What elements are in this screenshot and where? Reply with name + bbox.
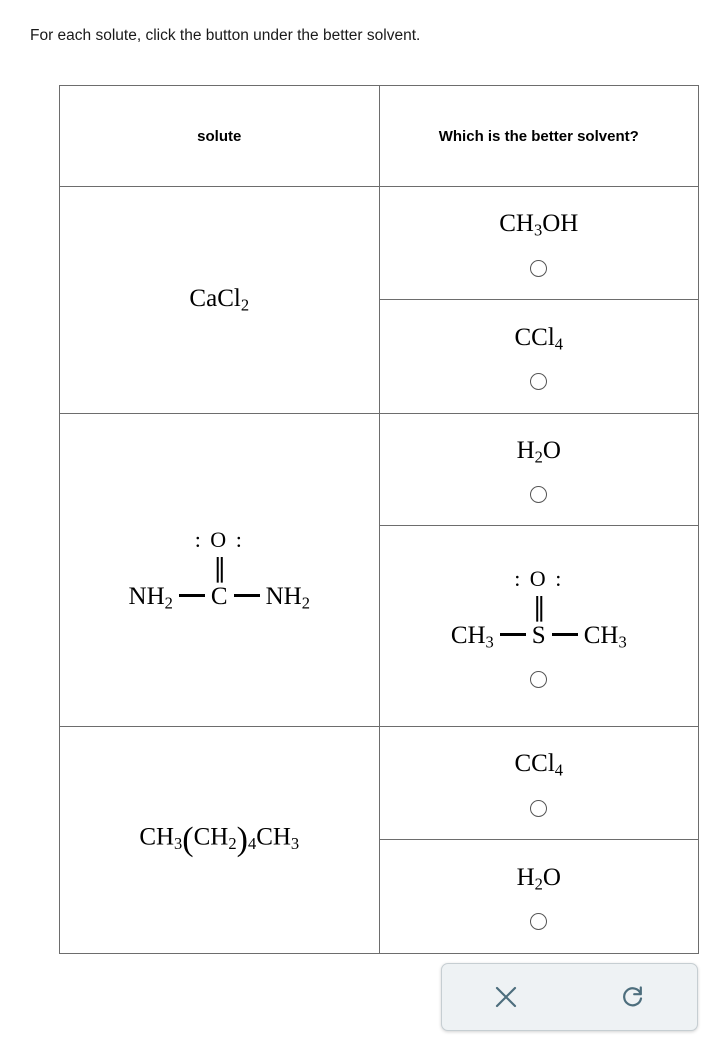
table-row — [60, 414, 698, 727]
radio-button-1a[interactable] — [530, 260, 547, 277]
solvent-option-1b[interactable] — [380, 300, 699, 413]
solvent-option-1a[interactable] — [380, 187, 699, 300]
oxygen-atom-label: : O : — [514, 565, 564, 591]
solvent-option-2a[interactable] — [380, 414, 699, 526]
solute-cell-1 — [60, 187, 380, 413]
solute-cell-2 — [60, 414, 380, 726]
table-row — [60, 187, 698, 414]
solvent-option-3b[interactable] — [380, 840, 699, 953]
radio-button-1b[interactable] — [530, 373, 547, 390]
bond-dash-icon — [179, 594, 205, 597]
double-bond-icon: ∥ — [213, 553, 226, 584]
radio-button-3a[interactable] — [530, 800, 547, 817]
dmso-chain: $CH_3$ S $CH_3$ — [450, 621, 627, 652]
solvent-formula-3a: CCl$_4$ — [514, 750, 564, 781]
oxygen-atom-label: : O : — [194, 527, 244, 553]
solvent-option-3a[interactable] — [380, 727, 699, 840]
table-header-row — [60, 86, 698, 187]
radio-button-2a[interactable] — [530, 486, 547, 503]
bond-dash-icon — [500, 633, 526, 636]
close-icon — [493, 984, 519, 1010]
double-bond-icon: ∥ — [532, 591, 545, 622]
header-cell-solute: solute — [60, 86, 380, 186]
solvent-formula-1b: CCl$_4$ — [514, 323, 564, 354]
solvent-lewis-structure-dmso — [451, 566, 627, 651]
page-instruction: For each solute, click the button under the better solvent. — [30, 27, 421, 44]
solvent-cell-2 — [380, 414, 699, 726]
urea-chain: $NH_2$ C $NH_2$ — [128, 583, 310, 614]
radio-button-3b[interactable] — [530, 913, 547, 930]
solvent-option-2b[interactable] — [380, 526, 699, 726]
clear-button[interactable] — [479, 975, 533, 1019]
solvent-formula-1a: $CH_3OH$ — [499, 210, 579, 241]
solvent-formula-3b: $H_2O$ — [516, 863, 561, 894]
refresh-icon — [620, 984, 646, 1010]
answer-toolbar — [441, 963, 698, 1031]
solute-lewis-structure-urea — [129, 527, 310, 612]
solute-formula-1: CaCl$_2$ — [189, 284, 250, 315]
bond-dash-icon — [552, 633, 578, 636]
solvent-cell-1 — [380, 187, 699, 413]
header-cell-solvent: Which is the better solvent? — [438, 127, 639, 145]
solvent-cell-3 — [380, 727, 699, 953]
bond-dash-icon — [234, 594, 260, 597]
reset-button[interactable] — [606, 975, 660, 1019]
solvent-formula-2a: $H_2O$ — [516, 436, 561, 467]
solute-cell-3 — [60, 727, 380, 953]
solute-formula-3: $CH_3(CH_2)_4CH_3$ — [139, 821, 300, 858]
radio-button-2b[interactable] — [530, 671, 547, 688]
solute-solvent-table — [59, 85, 699, 954]
table-row — [60, 727, 698, 953]
